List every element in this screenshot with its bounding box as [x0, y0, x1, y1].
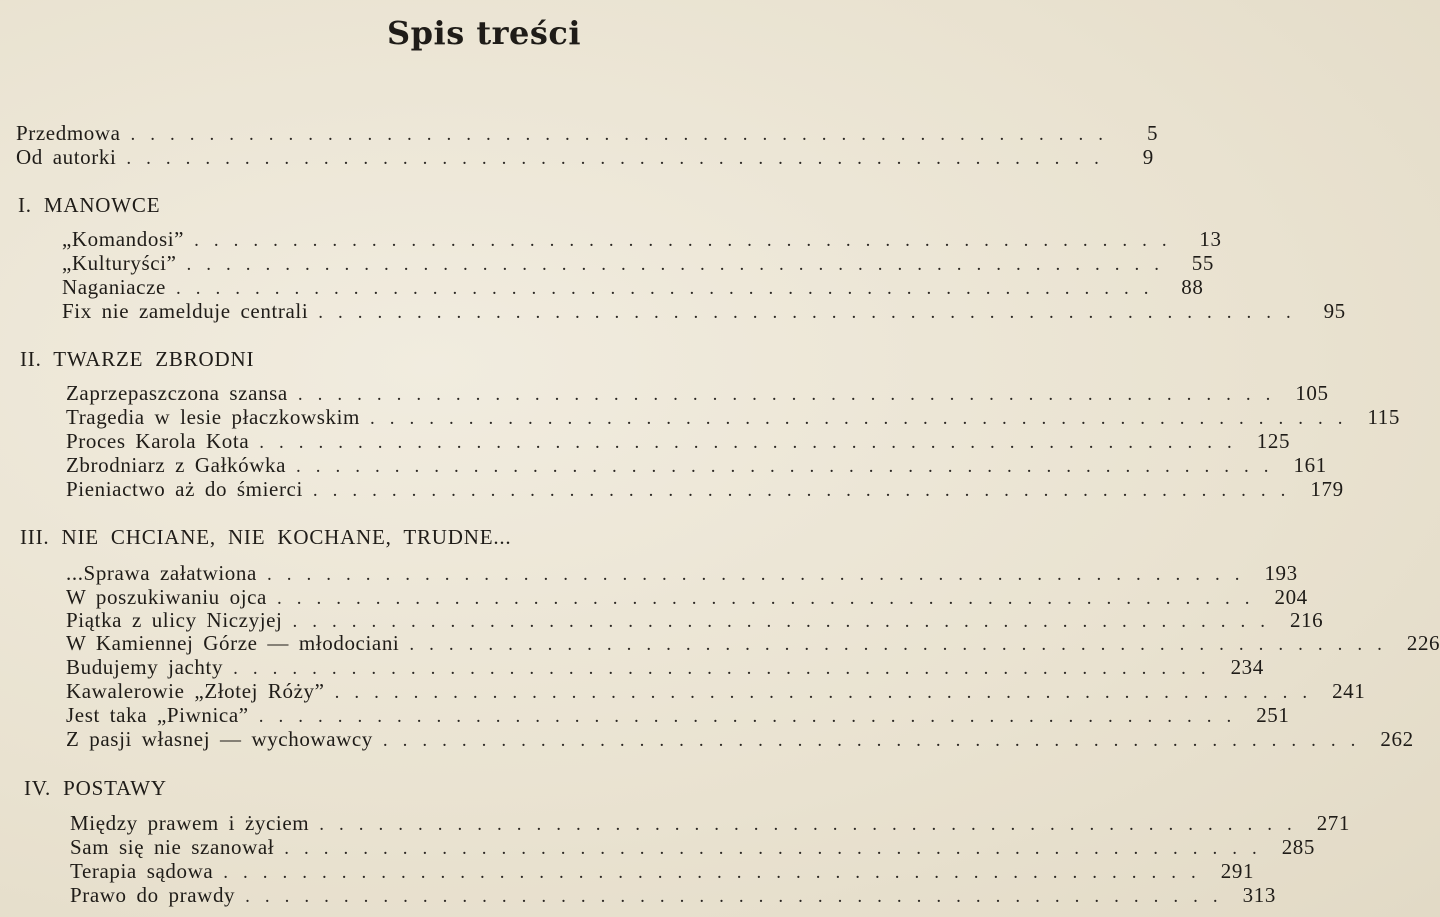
- toc-entry: [66, 631, 1440, 655]
- toc-entry: [16, 121, 1159, 145]
- toc-entry: [66, 727, 1414, 751]
- entry-page: 125: [1256, 429, 1291, 453]
- toc-entry: [66, 381, 1329, 405]
- toc-entry: [66, 655, 1264, 679]
- leader-dots: ..................................................: [175, 278, 1164, 299]
- entry-label: Pieniactwo aż do śmierci: [66, 477, 303, 501]
- toc-entry: [66, 585, 1308, 609]
- section-heading: IV. POSTAWY: [24, 776, 167, 800]
- leader-dots: ..................................................: [245, 886, 1233, 907]
- leader-dots: ..................................................: [276, 588, 1265, 609]
- entry-page: 95: [1323, 299, 1346, 323]
- toc-entry: [66, 679, 1366, 703]
- toc-entry: [62, 251, 1214, 275]
- entry-page: 161: [1293, 453, 1327, 477]
- toc-entry: [66, 703, 1290, 727]
- entry-label: „Komandosi”: [62, 227, 185, 251]
- leader-dots: ..................................................: [334, 682, 1323, 703]
- leader-dots: ..................................................: [369, 408, 1358, 429]
- entry-label: Piątka z ulicy Niczyjej: [66, 608, 283, 632]
- leader-dots: ..................................................: [409, 634, 1397, 655]
- entry-label: Między prawem i życiem: [70, 811, 310, 835]
- entry-label: Budujemy jachty: [66, 655, 224, 679]
- toc-entry: [62, 299, 1346, 323]
- toc-entry: [66, 608, 1324, 632]
- section-heading: III. NIE CHCIANE, NIE KOCHANE, TRUDNE...: [20, 525, 512, 549]
- entry-label: „Kulturyści”: [62, 251, 177, 275]
- entry-page: 204: [1274, 585, 1308, 609]
- section-heading: II. TWARZE ZBRODNI: [20, 347, 255, 371]
- toc-entry: [66, 477, 1344, 501]
- entry-page: 216: [1289, 608, 1324, 632]
- leader-dots: ..................................................: [259, 432, 1247, 453]
- entry-label: Sam się nie szanował: [70, 835, 275, 859]
- entry-label: Przedmowa: [16, 121, 121, 145]
- entry-label: Tragedia w lesie płaczkowskim: [66, 405, 360, 429]
- entry-label: Zaprzepaszczona szansa: [66, 381, 288, 405]
- toc-entry: [66, 561, 1298, 585]
- leader-dots: ..................................................: [258, 706, 1247, 727]
- entry-label: Od autorki: [16, 145, 117, 169]
- entry-label: W Kamiennej Górze — młodociani: [66, 631, 400, 655]
- leader-dots: ..................................................: [130, 124, 1119, 145]
- entry-page: 13: [1199, 227, 1222, 251]
- toc-entry: [70, 859, 1255, 883]
- entry-label: Naganiacze: [62, 275, 166, 299]
- toc-entry: [66, 405, 1401, 429]
- toc-entry: [70, 835, 1316, 859]
- toc-entry: [62, 275, 1204, 299]
- entry-page: 291: [1220, 859, 1255, 883]
- entry-page: 271: [1316, 811, 1351, 835]
- leader-dots: ..................................................: [292, 611, 1280, 632]
- toc-entry: [70, 883, 1276, 907]
- entry-page: 88: [1181, 275, 1204, 299]
- page-title: Spis treści: [387, 14, 581, 52]
- entry-page: 241: [1332, 679, 1366, 703]
- leader-dots: ..................................................: [266, 564, 1255, 585]
- leader-dots: ..................................................: [318, 302, 1306, 323]
- toc-entry: [16, 145, 1154, 169]
- section-heading: I. MANOWCE: [18, 193, 161, 217]
- leader-dots: ..................................................: [297, 384, 1286, 405]
- leader-dots: ..................................................: [312, 480, 1301, 501]
- entry-label: Proces Karola Kota: [66, 429, 250, 453]
- entry-page: 105: [1295, 381, 1329, 405]
- entry-label: Terapia sądowa: [70, 859, 214, 883]
- entry-label: Zbrodniarz z Gałkówka: [66, 453, 287, 477]
- leader-dots: ..................................................: [296, 456, 1284, 477]
- leader-dots: ..................................................: [284, 838, 1272, 859]
- toc-entry: [70, 811, 1351, 835]
- leader-dots: ..................................................: [233, 658, 1221, 679]
- leader-dots: ..................................................: [186, 254, 1174, 275]
- entry-label: Z pasji własnej — wychowawcy: [66, 727, 373, 751]
- leader-dots: ..................................................: [319, 814, 1307, 835]
- entry-label: Fix nie zamelduje centrali: [62, 299, 309, 323]
- entry-page: 262: [1380, 727, 1414, 751]
- entry-page: 115: [1367, 405, 1401, 429]
- entry-page: 179: [1310, 477, 1344, 501]
- leader-dots: ..................................................: [223, 862, 1211, 883]
- entry-label: Jest taka „Piwnica”: [66, 703, 249, 727]
- toc-entry: [62, 227, 1222, 251]
- toc-entry: [66, 429, 1291, 453]
- entry-page: 55: [1191, 251, 1214, 275]
- entry-page: 9: [1142, 145, 1154, 169]
- entry-label: W poszukiwaniu ojca: [66, 585, 267, 609]
- entry-label: ...Sprawa załatwiona: [66, 561, 257, 585]
- leader-dots: ..................................................: [126, 148, 1114, 169]
- toc-entry: [66, 453, 1327, 477]
- entry-page: 234: [1230, 655, 1264, 679]
- leader-dots: ..................................................: [382, 730, 1371, 751]
- entry-label: Kawalerowie „Złotej Róży”: [66, 679, 325, 703]
- entry-page: 313: [1242, 883, 1276, 907]
- entry-page: 251: [1256, 703, 1290, 727]
- entry-page: 285: [1281, 835, 1316, 859]
- entry-label: Prawo do prawdy: [70, 883, 236, 907]
- entry-page: 193: [1264, 561, 1298, 585]
- entry-page: 226: [1406, 631, 1440, 655]
- leader-dots: ..................................................: [194, 230, 1182, 251]
- entry-page: 5: [1146, 121, 1159, 145]
